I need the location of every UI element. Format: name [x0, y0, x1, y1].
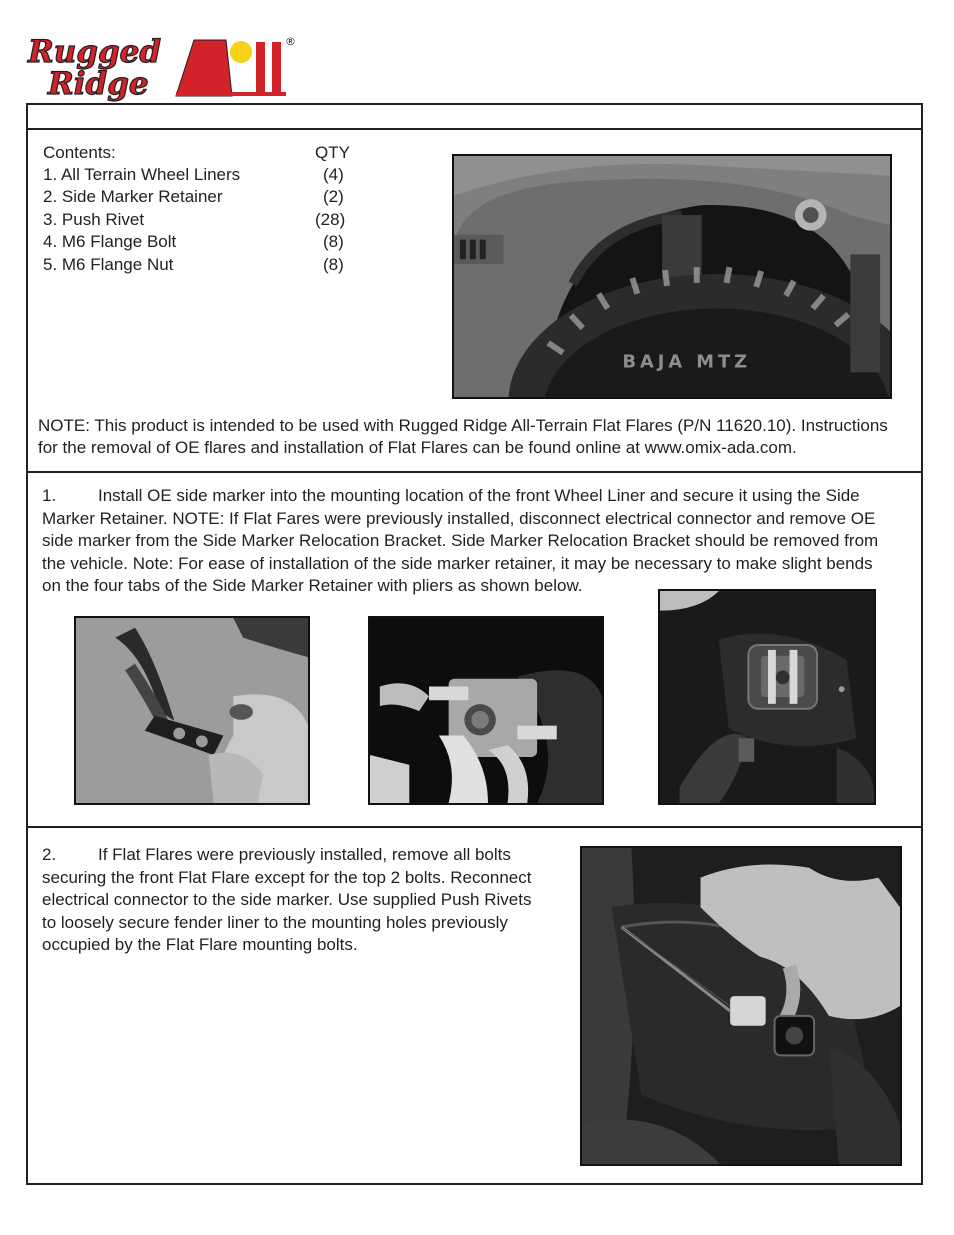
- contents-qty: (8): [323, 232, 344, 251]
- step1-text: side marker from the Side Marker Relocation Bracket. Side Marker Relocation Bracket should be removed from: [42, 531, 879, 550]
- contents-item: 2. Side Marker Retainer: [43, 187, 223, 206]
- step2-text: to loosely secure fender liner to the mounting holes previously: [42, 913, 508, 932]
- step2-number: 2.: [42, 845, 57, 864]
- contents-item: 3. Push Rivet: [43, 210, 145, 229]
- step2-text: occupied by the Flat Flare mounting bolts.: [42, 935, 358, 954]
- logo-word-ridge: Ridge: [48, 66, 149, 102]
- step1-text: Marker Retainer. NOTE: If Flat Fares were previously installed, disconnect electrical connector and remove OE: [42, 509, 876, 528]
- contents-qty: (28): [315, 210, 346, 229]
- rugged-ridge-logo: [26, 34, 298, 102]
- contents-item: 1. All Terrain Wheel Liners: [43, 165, 241, 184]
- tire-sidewall-text: BAJA MTZ: [622, 352, 752, 373]
- note-line: for the removal of OE flares and installation of Flat Flares can be found online at www.omix-ada.com.: [38, 438, 797, 457]
- wheel-liner-photo: [452, 154, 892, 399]
- step1-text: Install OE side marker into the mounting location of the front Wheel Liner and secure it using the Side: [98, 486, 860, 505]
- retainer-on-marker-photo: [368, 616, 604, 805]
- step2-text: securing the front Flat Flare except for the top 2 bolts. Reconnect: [42, 868, 532, 887]
- title-bar-divider: [26, 128, 923, 130]
- section-divider-1: [26, 471, 923, 473]
- step1-number: 1.: [42, 486, 57, 505]
- step2-text: If Flat Flares were previously installed, remove all bolts: [98, 845, 511, 864]
- contents-qty: (2): [323, 187, 344, 206]
- qty-heading: QTY: [315, 143, 350, 162]
- contents-item: 5. M6 Flange Nut: [43, 255, 174, 274]
- contents-item: 4. M6 Flange Bolt: [43, 232, 177, 251]
- contents-heading: Contents:: [43, 143, 116, 162]
- connector-reconnect-photo: [580, 846, 902, 1166]
- contents-qty: (4): [323, 165, 344, 184]
- step1-text: on the four tabs of the Side Marker Retainer with pliers as shown below.: [42, 576, 583, 595]
- logo-word-rugged: Rugged: [28, 34, 162, 70]
- marker-installed-photo: [658, 589, 876, 805]
- contents-qty: (8): [323, 255, 344, 274]
- section-divider-2: [26, 826, 923, 828]
- registered-mark: ®: [285, 35, 296, 48]
- pliers-bending-tab-photo: [74, 616, 310, 805]
- step2-text: electrical connector to the side marker. Use supplied Push Rivets: [42, 890, 532, 909]
- note-line: NOTE: This product is intended to be used with Rugged Ridge All-Terrain Flat Flares (P/N 11620.10). Instructions: [38, 416, 888, 435]
- step1-text: the vehicle. Note: For ease of installation of the side marker retainer, it may be necessary to make slight bends: [42, 554, 873, 573]
